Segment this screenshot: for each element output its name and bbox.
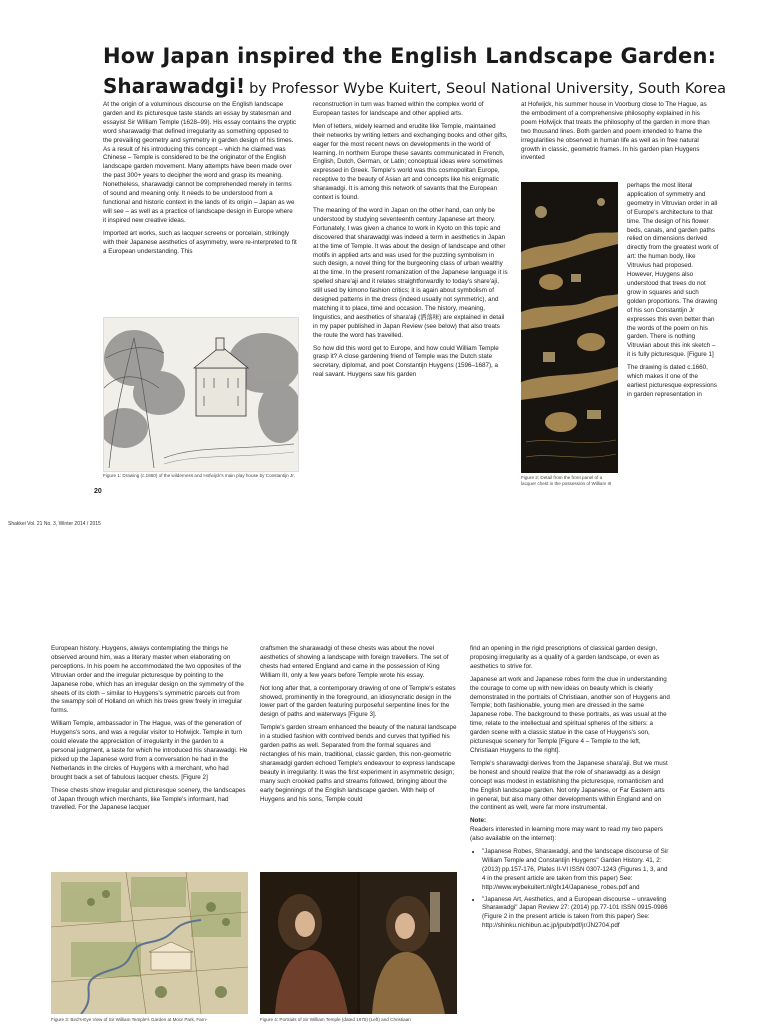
reference-item: • "Japanese Robes, Sharawadgi, and the landscape discourse of Sir William Temple and Constantijn Huygens" Garden History. 41, 2: (2013) pp.157-176, Plates II-VI ISSN 0307-1243 (Figures 1, 3, and 4 in the present article are taken from this paper) See: http://www.wybekuitert.nl/gfx14/Japanese_robes.pdf and xyxy=(482,848,670,893)
paragraph: The drawing is dated c.1660, which makes it one of the earliest picturesque expressions in garden representation in xyxy=(627,364,717,398)
paragraph: At the origin of a voluminous discourse on the English landscape garden and its picturesque taste stands an essay by statesman and essayist Sir William Temple (1628–99). His essay contains the cryptic word sharawadgi that defined irregularity as something opposed to the prevailing geometry and symmetry in garden design of his times. As a result of his introducing this concept – which he claimed was Chinese – Temple is considered to be the originator of the English landscape garden movement. Many attempts have been made over the past 300+ years to decipher the word and grasp its meaning. Nonetheless, sharawadgi cannot be comprehended merely in terms of sound and meaning only. It needs to be understood from a functional and historic context in the lands of its origin – Japan as we will see – as well as a practice of landscape design in Europe where it inspired new creative ideas. xyxy=(103,101,297,224)
figure-2-lacquer-chest xyxy=(521,182,618,473)
note-heading: Note: xyxy=(470,817,487,825)
paragraph: The meaning of the word in Japan on the other hand, can only be understood by studying seventeenth century Japanese art theory. Fortunately, I was given a chance to work in Kyoto on this topic and discovered that sharawadgi was indeed a term in aesthetics in Japan at the time of Temple. It was about the design of landscape and other motifs in applied arts and was used for the puzzling symbolism in such design, a novel thing for the burgeoning class of urban wealthy at the time. In the present romanization of the Japanese language it is spelled share'aji and it relates straightforwardly to today's share'aji, still used by kimono fashion critics; it is again about symbolism of designed patterns in the dress (indeed usually not symmetric), and matching it to place, time and occasion. The history, meaning, linguistics, and aesthetics of shara'aji (洒落味) are explained in detail in my paper published in Japan Review (see below) that also treats the route the word has travelled. xyxy=(313,206,508,339)
top-column-1 xyxy=(103,101,297,315)
reference-item: • "Japanese Art, Aesthetics, and a European discourse – unraveling Sharawadgi" Japan Review 27: (2014) pp.77-101 ISSN 0915-0986 (Figure 2 in the present article is taken from this paper) See: http://shinku.nichibun.ac.jp/jpub/pdf/jr/JN2704.pdf xyxy=(482,896,670,932)
paragraph: at Hofwijck, his summer house in Voorburg close to The Hague, as the embodiment of a comprehensive philosophy explained in his poem Hofwijck that treats the philosophy of the garden in more than two thousand lines. Both garden and poem intended to frame the irregularities he observed in human life as well as in free natural growth in classic, geometric frames. In his garden plan Huygens invented xyxy=(521,101,710,162)
top-column-2 xyxy=(313,101,508,485)
paragraph: find an opening in the rigid prescriptions of classical garden design, proposing irregularity as a quality of a garden landscape, or even as aesthetics to strive for. xyxy=(470,645,660,670)
paragraph: These chests show irregular and picturesque scenery, the landscapes of Japan through which merchants, like Temple's informant, had travelled. For the Japanese lacquer xyxy=(51,786,246,812)
paragraph: European history. Huygens, always contemplating the things he observed around him, was a literary master when elaborating on perceptions. In his poem he accommodated the two opposites of the Vitruvian order and the irregular picturesque by pointing to the Japanese robe, which has an irregular design on the symmetry of the sheets of its cloth – similar to Huygens's symmetric parcels cut from the swampy soil of Holland on which his trees grew freely in irregular forms. xyxy=(51,645,244,715)
top-column-3-narrow xyxy=(627,182,719,488)
paragraph: Temple's garden stream enhanced the beauty of the natural landscape in a studied fashion with contrived bends and curves that typified his garden paths as well. Separated from the formal squares and rectangles of his main, traditional, classic garden, this non-geometric sharawadgi garden echoed Temple's endeavour to express landscape beauty in irregularity. It was the first experiment in asymmetric design; many such crooked paths and streams followed, bringing about the early beginnings of the English landscape garden. With help of Huygens and his sons, Temple could xyxy=(260,724,457,803)
figure-3-caption: Figure 3: Bird's-Eye View of Sir William Temple's Garden at Moor Park, Farn- xyxy=(51,1017,208,1022)
bottom-column-1 xyxy=(51,645,248,870)
figure-1-caption: Figure 1: Drawing (c.1660) of the wilderness and Hofwijck's main play house by Constantijn Jr. xyxy=(103,473,295,478)
author-byline: by Professor Wybe Kuitert, Seoul National University, South Korea xyxy=(249,81,727,97)
paragraph: perhaps the most literal application of symmetry and geometry in Vitruvian order in all of Europe's architecture to that time. The design of his flower beds, canals, and garden paths relied on dimensions derived directly from the greatest work of art: the human body, like Vitruvius had proposed. However, Huygens also understood that trees do not grow in squares and such golden proportions. The drawing of his son Constantijn Jr expresses this even better than the words of the poem on his garden. There is nothing Vitruvian about this ink sketch – it is fully picturesque. [Figure 1] xyxy=(627,182,719,359)
paragraph: So how did this word get to Europe, and how could William Temple grasp it? A close gardening friend of Temple was the Dutch state secretary, diplomat, and poet Constantijn Huygens (1596–1687), a real savant. Huygens saw his garden xyxy=(313,344,499,379)
figure-1-drawing xyxy=(103,317,299,472)
paragraph: Not long after that, a contemporary drawing of one of Temple's estates showed, prominently in the foreground, an idiosyncratic design in the lower part of the garden featuring purposeful serpentine lines for the design of paths and waterways [Figure 3]. xyxy=(260,684,456,719)
bottom-column-3 xyxy=(470,645,670,1020)
article-title-line-1: How Japan inspired the English Landscape Garden: xyxy=(103,44,717,68)
note-intro: Readers interested in learning more may want to read my two papers (also available on the internet): xyxy=(470,826,663,843)
paragraph: Men of letters, widely learned and erudite like Temple, maintained their networks by writing letters and exchanging books and other gifts, eager for the most recent news on developments in the world of learning. In northern Europe these savants communicated in French, English, Dutch, German, or Latin; conceptual ideas were sometimes expressed in Greek. Temple's world was this cosmopolitan Europe, receptive to the beauty of Asian art and concepts like his enigmatic sharawadgi. It is among this network of savants that the European context is found. xyxy=(313,122,508,202)
figure-3-birds-eye-view xyxy=(51,872,248,1014)
figure-4-caption: Figure 4: Portraits of Sir William Temple (dated 1675) (Left) and Christiaan xyxy=(260,1017,411,1022)
journal-footer: Shakkei Vol. 21 No. 3, Winter 2014 / 2015 xyxy=(8,521,101,527)
paragraph: Imported art works, such as lacquer screens or porcelain, strikingly with their Japanese aesthetics of asymmetry, were re-interpreted to fit a European understanding. This xyxy=(103,229,297,255)
paragraph: reconstruction in turn was framed within the complex world of European tastes for landscape and other applied arts. xyxy=(313,101,484,117)
article-title-line-2 xyxy=(103,74,726,98)
top-column-3-upper xyxy=(521,101,717,181)
reference-list xyxy=(470,848,670,931)
paragraph: craftsmen the sharawadgi of these chests was about the novel aesthetics of showing a landscape with foreign travellers. The set of chests had entered England and came in the possession of King William III, only a few years before Temple wrote his essay. xyxy=(260,645,449,679)
paragraph: Japanese art work and Japanese robes form the clue in understanding the courage to come up with new ideas on beauty which is clearly demonstrated in the portraits of Christiaan, another son of Huygens and Temple; both fashionable, young men are dressed in the same Japanese robe. The background to these portraits, as was usual at the time, relate to the intellectual and spiritual spheres of the sitters: a garden scene with a classic statue in the case of Huygens's son, picturesque scenery for Temple [Figure 4 – Temple to the left, Christiaan Huygens to the right]. xyxy=(470,675,670,754)
article-title-main: Sharawadgi! xyxy=(103,74,246,98)
paragraph: William Temple, ambassador in The Hague, was of the generation of Huygens's sons, and was a regular visitor to Hofwijck. Temple in turn could elevate the appreciation of irregularity in the garden to a personal judgment, a taste for which he introduced his sharawadgi. He picked up the Japanese word from a conversation he had in the Netherlands in the circles of Huygens with a merchant, who had brought back a set of fabulous lacquer chests. [Figure 2] xyxy=(51,720,248,781)
figure-4-portraits xyxy=(260,872,457,1014)
paragraph: Temple's sharawadgi derives from the Japanese shara'aji. But we must be honest and should realize that the role of sharawadgi as a design concept was modest in establishing the picturesque, romanticism and the English landscape garden. Not only Japanese, or Far Eastern arts in general, but also many other developments within England and on the continent as well, were far more instrumental. xyxy=(470,759,668,812)
bottom-column-2 xyxy=(260,645,457,870)
page-number: 20 xyxy=(94,488,102,495)
figure-2-caption: Figure 2: Detail from the front panel of a lacquer chest in the possession of William III xyxy=(521,475,612,486)
